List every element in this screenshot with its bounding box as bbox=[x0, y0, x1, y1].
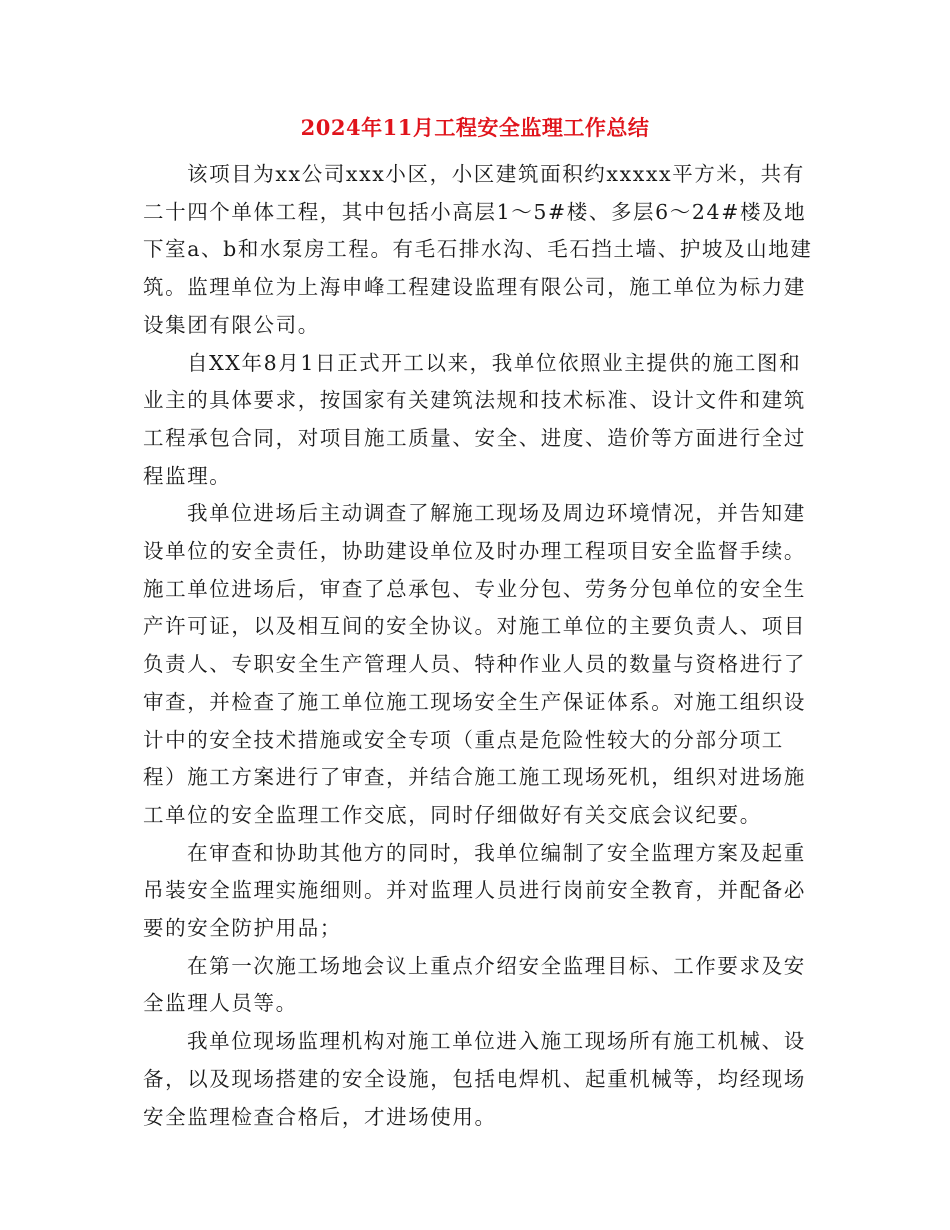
document-body bbox=[143, 156, 813, 1136]
document-title: 2024年11月工程安全监理工作总结 bbox=[300, 115, 650, 140]
paragraph-supervision-plan: 在审查和协助其他方的同时，我单位编制了安全监理方案及起重吊装安全监理实施细则。并对监理人员进行岗前安全教育，并配备必要的安全防护用品； bbox=[143, 840, 806, 941]
paragraph-equipment-inspection: 我单位现场监理机构对施工单位进入施工现场所有施工机械、设备，以及现场搭建的安全设施，包括电焊机、起重机械等，均经现场安全监理检查合格后，才进场使用。 bbox=[143, 1029, 806, 1129]
paragraph-site-review: 我单位进场后主动调查了解施工现场及周边环境情况，并告知建设单位的安全责任，协助建设单位及时办理工程项目安全监督手续。施工单位进场后，审查了总承包、专业分包、劳务分包单位的安全生产许可证，以及相互间的安全协议。对施工单位的主要负责人、项目负责人、专职安全生产管理人员、特种作业人员的数量与资格进行了审查，并检查了施工单位施工现场安全生产保证体系。对施工组织设计中的安全技术措施或安全专项（重点是危险性较大的分部分项工程）施工方案进行了审查，并结合施工施工现场死机，组织对进场施工单位的安全监理工作交底，同时仔细做好有关交底会议纪要。 bbox=[143, 501, 806, 827]
paragraph-construction-start: 自XX年8月1日正式开工以来，我单位依照业主提供的施工图和业主的具体要求，按国家有关建筑法规和技术标准、设计文件和建筑工程承包合同，对项目施工质量、安全、进度、造价等方面进行全过程监理。 bbox=[143, 350, 806, 488]
paragraph-project-overview: 该项目为xx公司xxx小区，小区建筑面积约xxxxx平方米，共有二十四个单体工程，其中包括小高层1～5#楼、多层6～24#楼及地下室a、b和水泵房工程。有毛石排水沟、毛石挡土墙、护坡及山地建筑。监理单位为上海申峰工程建设监理有限公司，施工单位为标力建设集团有限公司。 bbox=[143, 162, 813, 337]
paragraph-first-meeting: 在第一次施工场地会议上重点介绍安全监理目标、工作要求及安全监理人员等。 bbox=[143, 953, 806, 1016]
